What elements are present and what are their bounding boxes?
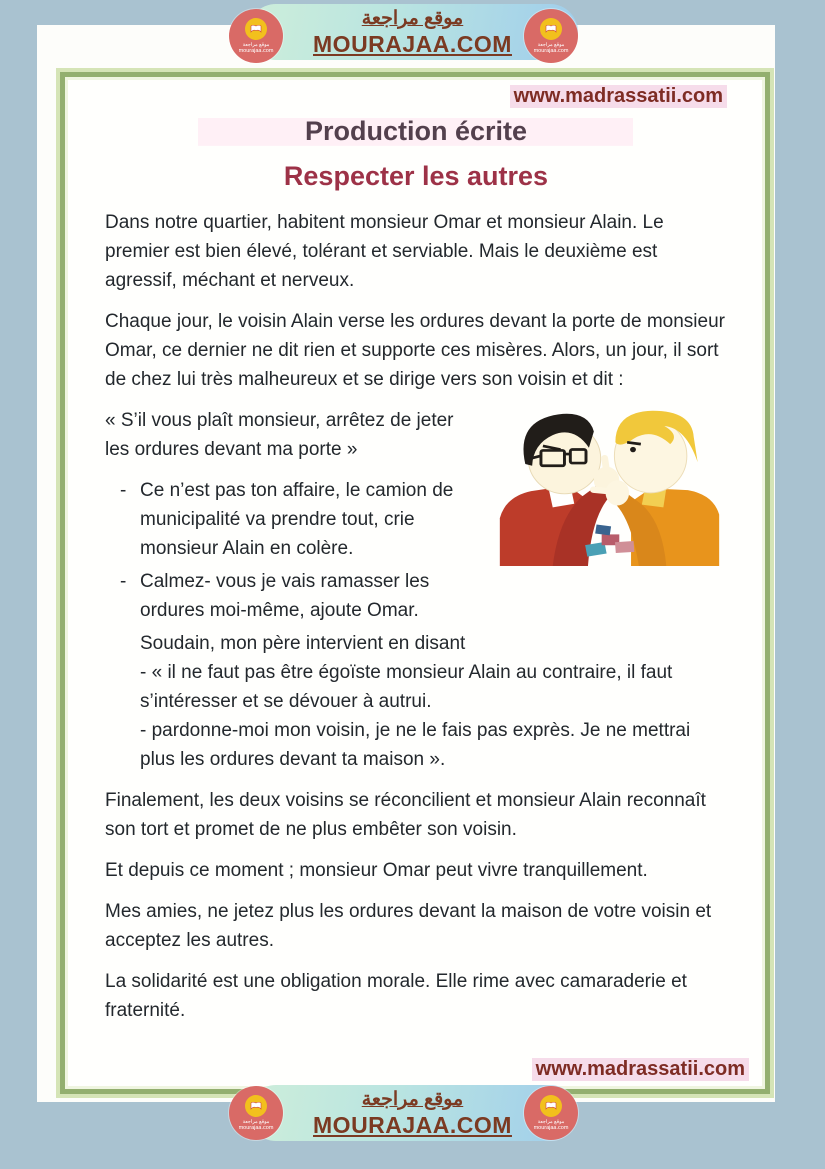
paragraph-intro: Dans notre quartier, habitent monsieur Omar et monsieur Alain. Le premier est bien élevé, tolérant et serviable. Mais le deuxième est agressif, méchant et nerveux. [105, 212, 664, 291]
dialogue-alain-apology: - pardonne-moi mon voisin, je ne le fais pas exprès. Je ne mettrai plus les ordures devant ta maison ». [140, 720, 691, 770]
lesson-subtitle: Respecter les autres [283, 161, 549, 191]
paragraph-advice: Mes amies, ne jetez plus les ordures devant la maison de votre voisin et acceptez les autres. [105, 901, 712, 951]
dialogue-alain-text: Ce n’est pas ton affaire, le camion de municipalité va prendre tout, crie monsieur Alain en colère. [140, 480, 454, 559]
paragraph-moral: La solidarité est une obligation morale. Elle rime avec camaraderie et fraternité. [105, 971, 687, 1021]
badge-domain-label: mourajaa.com [238, 1124, 274, 1131]
mourajaa-logo-badge[interactable] [524, 1086, 578, 1140]
paragraph-since-then: Et depuis ce moment ; monsieur Omar peut vivre tranquillement. [105, 860, 648, 881]
badge-domain-label: mourajaa.com [533, 1124, 569, 1131]
badge-arabic-label: موقع مراجعة [537, 41, 565, 48]
dialogue-father-line1: - « il ne faut pas être égoïste monsieur Alain au contraire, il faut s’intéresser et se dévouer à autrui. [140, 662, 673, 712]
badge-arabic-label: موقع مراجعة [242, 1118, 270, 1125]
madrassatii-watermark-bottom: www.madrassatii.com [532, 1058, 749, 1081]
book-icon [540, 1095, 562, 1117]
paragraph-situation: Chaque jour, le voisin Alain verse les ordures devant la porte de monsieur Omar, ce dernier ne dit rien et supporte ces misères. Alors, un jour, il sort de chez lui très malheureux et se dirige vers son voisin et dit : [105, 311, 725, 390]
paragraph-reconciliation: Finalement, les deux voisins se réconcilient et monsieur Alain reconnaît son tort et promet de ne plus embêter son voisin. [105, 790, 706, 840]
badge-domain-label: mourajaa.com [533, 47, 569, 54]
dialogue-bullet-omar [105, 567, 727, 625]
book-icon [245, 18, 267, 40]
mourajaa-logo-badge[interactable] [229, 9, 283, 63]
mourajaa-logo-badge[interactable] [229, 1086, 283, 1140]
madrassatii-watermark-top: www.madrassatii.com [510, 85, 727, 108]
book-icon [540, 18, 562, 40]
page-title: Production écrite [105, 116, 727, 147]
lesson-document [60, 72, 770, 1094]
mourajaa-domain-link[interactable]: MOURAJAA.COM [313, 31, 512, 57]
badge-arabic-label: موقع مراجعة [537, 1118, 565, 1125]
dialogue-omar-text: Calmez- vous je vais ramasser les ordures moi-même, ajoute Omar. [140, 571, 430, 621]
mourajaa-domain-link[interactable]: MOURAJAA.COM [313, 1112, 512, 1138]
mourajaa-arabic-link[interactable]: موقع مراجعة [361, 8, 464, 29]
lesson-body [105, 208, 727, 1025]
paragraph-quote: « S’il vous plaît monsieur, arrêtez de jeter les ordures devant ma porte » [105, 410, 454, 460]
illustration-neighbors-arguing [492, 408, 727, 566]
bullet-dash: - [120, 480, 127, 501]
bullet-dash: - [120, 571, 127, 592]
mourajaa-arabic-link[interactable]: موقع مراجعة [361, 1089, 464, 1110]
dialogue-father-intro: Soudain, mon père intervient en disant [140, 633, 466, 654]
two-neighbors-arguing-image [492, 408, 727, 566]
badge-arabic-label: موقع مراجعة [242, 41, 270, 48]
book-icon [245, 1095, 267, 1117]
mourajaa-logo-badge[interactable] [524, 9, 578, 63]
badge-domain-label: mourajaa.com [238, 47, 274, 54]
